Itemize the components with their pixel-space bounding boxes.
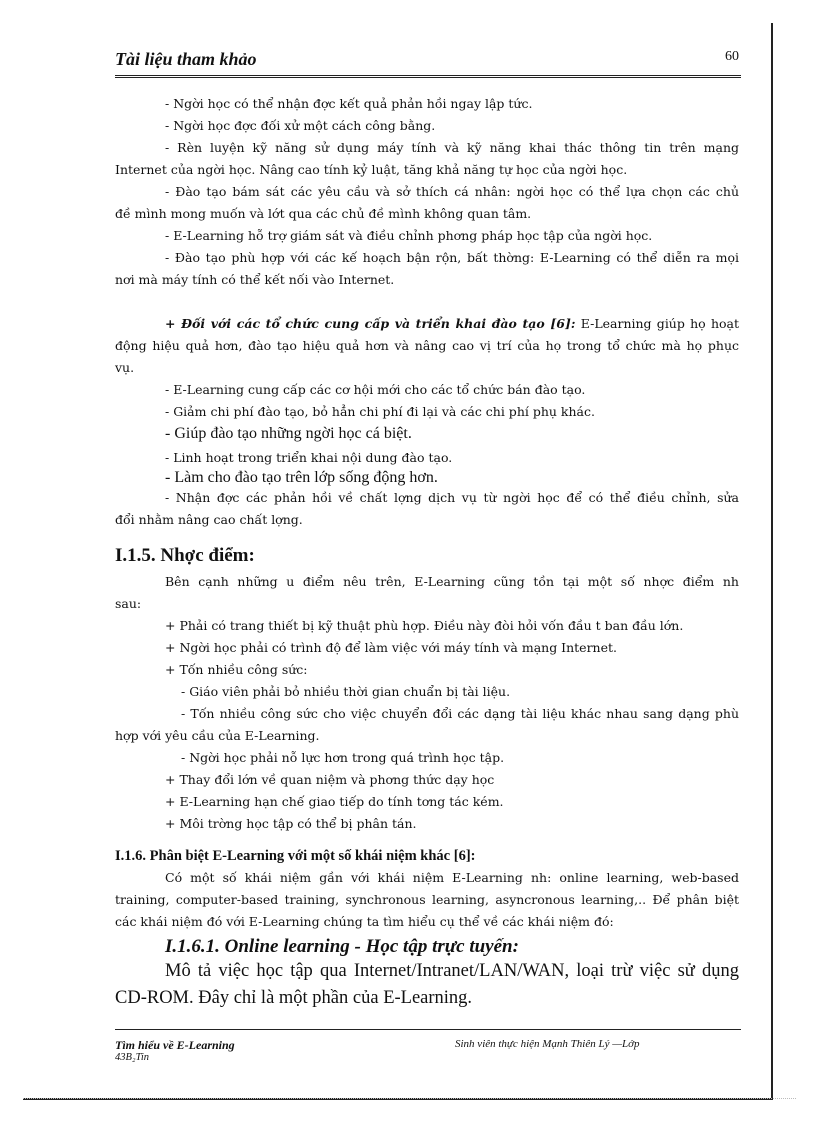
bullet-line: - Giúp đào tạo những ngời học cá biệt. [165, 425, 412, 442]
body-line: Mô tả việc học tập qua Internet/Intranet/LAN/WAN, loại trừ việc sử dụng [165, 961, 739, 981]
body-line: đổi nhằm nâng cao chất lợng. [115, 512, 303, 527]
body-line: Có một số khái niệm gần với khái niệm E-Learning nh: online learning, web-based [165, 870, 739, 885]
footer-title: Tìm hiểu về E-Learning [115, 1038, 235, 1052]
list-item: + Môi trờng học tập có thể bị phân tán. [165, 816, 417, 831]
bullet-line: - E-Learning hỗ trợ giám sát và điều chỉnh phơng pháp học tập của ngời học. [165, 228, 653, 243]
list-item: - Giáo viên phải bỏ nhiều thời gian chuẩn bị tài liệu. [181, 684, 511, 699]
bullet-line: - E-Learning cung cấp các cơ hội mới cho các tổ chức bán đào tạo. [165, 382, 586, 397]
list-item: + Thay đổi lớn về quan niệm và phơng thức dạy học [165, 772, 495, 787]
page-edge-divider [23, 1098, 796, 1099]
body-line: hợp với yêu cầu của E-Learning. [115, 728, 320, 743]
bullet-line: - Nhận đợc các phản hồi về chất lợng dịch vụ từ ngời học để có thể điều chỉnh, sửa [165, 490, 739, 505]
bullet-line: - Ngời học đợc đối xử một cách công bằng. [165, 118, 436, 133]
org-paragraph-line [165, 315, 739, 333]
body-line: sau: [115, 596, 142, 611]
body-line: Bên cạnh những u điểm nêu trên, E-Learning cũng tồn tại một số nhợc điểm nh [165, 574, 739, 589]
bullet-line: - Giảm chi phí đào tạo, bỏ hẳn chi phí đi lại và các chi phí phụ khác. [165, 404, 595, 419]
body-line: động hiệu quả hơn, đào tạo hiệu quả hơn và nâng cao vị trí của họ trong tổ chức mà họ phục [115, 338, 739, 353]
body-line: vụ. [115, 360, 135, 375]
bullet-line: - Làm cho đào tạo trên lớp sống động hơn. [165, 469, 438, 486]
list-item: - Ngời học phải nỗ lực hơn trong quá trình học tập. [181, 750, 505, 765]
list-item: - Tốn nhiều công sức cho việc chuyển đổi các dạng tài liệu khác nhau sang dạng phù [181, 706, 739, 721]
list-item: + Tốn nhiều công sức: [165, 662, 308, 677]
body-line: CD-ROM. Đây chỉ là một phần của E-Learning. [115, 988, 473, 1008]
list-item: + Phải có trang thiết bị kỹ thuật phù hợp. Điều này đòi hỏi vốn đầu t ban đầu lớn. [165, 618, 684, 633]
bullet-line: - Linh hoạt trong triển khai nội dung đào tạo. [165, 450, 453, 465]
org-heading: + Đối với các tổ chức cung cấp và triển khai đào tạo [6]: [165, 316, 576, 331]
body-line: Internet của ngời học. Nâng cao tính kỷ luật, tăng khả năng tự học của ngời học. [115, 162, 628, 177]
subsection-heading: I.1.6. Phân biệt E-Learning với một số khái niệm khác [6]: [115, 848, 476, 864]
bullet-line: - Ngời học có thể nhận đợc kết quả phản hồi ngay lập tức. [165, 96, 533, 111]
section-heading: I.1.5. Nhợc điểm: [115, 545, 255, 566]
body-line: các khái niệm đó với E-Learning chúng ta tìm hiểu cụ thể về các khái niệm đó: [115, 914, 614, 929]
footer-class: 43B₂Tin [115, 1052, 149, 1063]
header-title: Tài liệu tham khảo [115, 49, 257, 69]
header-rule [115, 75, 741, 78]
footer-rule [115, 1029, 741, 1030]
page-number: 60 [725, 49, 739, 64]
list-item: + E-Learning hạn chế giao tiếp do tính tơng tác kém. [165, 794, 504, 809]
subsubsection-heading: I.1.6.1. Online learning - Học tập trực tuyến: [165, 936, 519, 957]
bullet-line: - Đào tạo bám sát các yêu cầu và sở thích cá nhân: ngời học có thể lựa chọn các chủ [165, 184, 739, 199]
org-heading-rest: E-Learning giúp họ hoạt [575, 316, 739, 331]
bullet-line: - Đào tạo phù hợp với các kế hoạch bận rộn, bất thờng: E-Learning có thể diễn ra mọi [165, 250, 739, 265]
list-item: + Ngời học phải có trình độ để làm việc với máy tính và mạng Internet. [165, 640, 617, 655]
footer-author: Sinh viên thực hiện Mạnh Thiên Lý —Lớp [455, 1038, 640, 1050]
body-line: nơi mà máy tính có thể kết nối vào Internet. [115, 272, 395, 287]
bullet-line: - Rèn luyện kỹ năng sử dụng máy tính và kỹ năng khai thác thông tin trên mạng [165, 140, 739, 155]
body-line: đề mình mong muốn và lớt qua các chủ đề mình không quan tâm. [115, 206, 532, 221]
body-line: training, computer-based training, synchronous learning, asyncronous learning,.. Để phân biệt [115, 892, 739, 907]
